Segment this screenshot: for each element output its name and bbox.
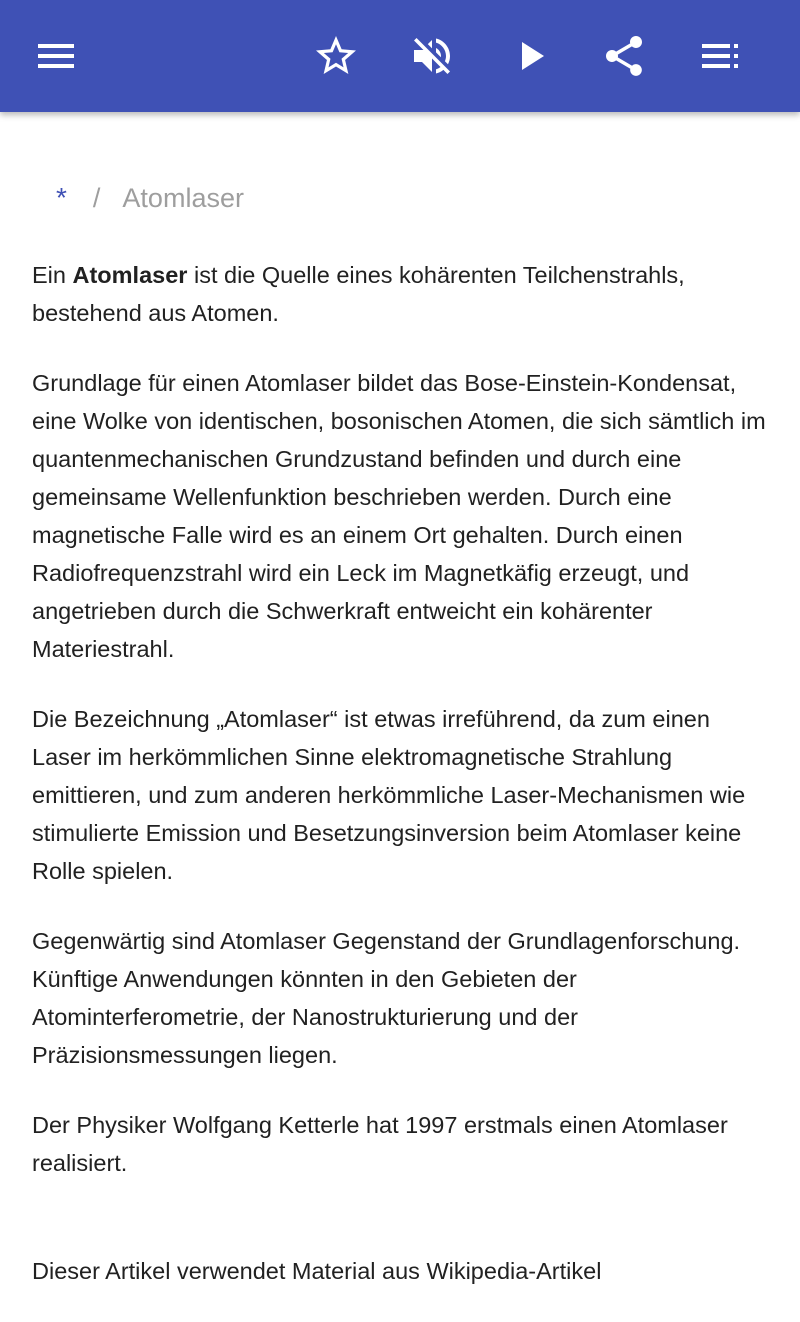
article-paragraph-intro xyxy=(32,256,772,332)
breadcrumb xyxy=(56,178,244,218)
article-paragraph: Die Bezeichnung „Atomlaser“ ist etwas irreführend, da zum einen Laser im herkömmlichen Sinne elektromagnetische Strahlung emittieren, und zum anderen herkömmliche Laser-Mechanismen wie stimulierte Emission und Besetzungsinversion beim Atomlaser keine Rolle spielen. xyxy=(32,706,746,884)
article-term: Atomlaser xyxy=(72,262,188,288)
breadcrumb-home-link[interactable]: * xyxy=(56,182,67,213)
article-paragraph: Gegenwärtig sind Atomlaser Gegenstand der Grundlagenforschung. Künftige Anwendungen könnten in den Gebieten der Atominterferometrie, der Nanostrukturierung und der Präzisionsmessungen liegen. xyxy=(32,928,741,1068)
share-icon xyxy=(600,32,648,80)
playlist-button[interactable] xyxy=(680,16,760,96)
app-bar xyxy=(0,0,800,112)
mute-button[interactable] xyxy=(392,16,472,96)
menu-button[interactable] xyxy=(16,16,96,96)
article-body xyxy=(32,256,772,1322)
star-outline-icon xyxy=(312,32,360,80)
volume-off-icon xyxy=(408,32,456,80)
favorite-button[interactable] xyxy=(296,16,376,96)
article-paragraph: Der Physiker Wolfgang Ketterle hat 1997 erstmals einen Atomlaser realisiert. xyxy=(32,1112,728,1176)
article-paragraph: Grundlage für einen Atomlaser bildet das Bose-Einstein-Kondensat, eine Wolke von identischen, bosonischen Atomen, die sich sämtlich im quantenmechanischen Grundzustand befinden und durch eine gemeinsame Wellenfunktion beschrieben werden. Durch eine magnetische Falle wird es an einem Ort gehalten. Durch einen Radiofrequenzstrahl wird ein Leck im Magnetkäfig erzeugt, und angetrieben durch die Schwerkraft entweicht ein kohärenter Materiestrahl. xyxy=(32,370,766,662)
breadcrumb-separator: / xyxy=(92,183,101,213)
intro-prefix: Ein xyxy=(32,262,73,288)
play-icon xyxy=(506,32,554,80)
breadcrumb-current: Atomlaser xyxy=(122,183,244,213)
intro-suffix: ist die Quelle eines kohärenten Teilchenstrahls, bestehend aus Atomen. xyxy=(32,262,685,326)
playlist-icon xyxy=(696,32,744,80)
menu-icon xyxy=(32,32,80,80)
play-button[interactable] xyxy=(490,16,570,96)
source-note: Dieser Artikel verwendet Material aus Wikipedia-Artikel xyxy=(32,1258,602,1284)
share-button[interactable] xyxy=(584,16,664,96)
